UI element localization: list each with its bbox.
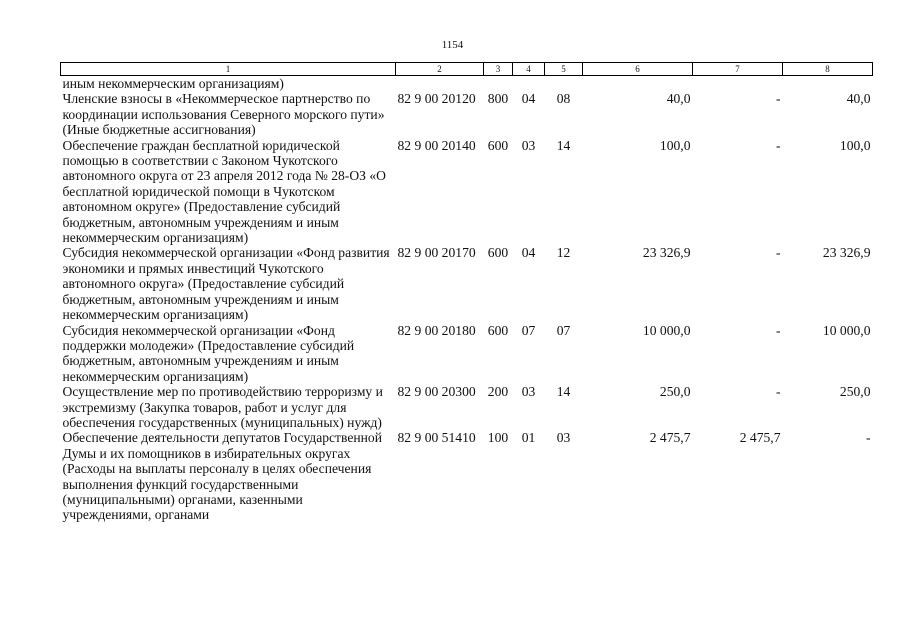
section-code: 03 (521, 384, 536, 400)
subsection-code: 14 (556, 384, 571, 400)
column-header: 4 (513, 63, 545, 76)
expense-name: Осуществление мер по противодействию терроризму и экстремизму (Закупка товаров, работ и услуг для обеспечения государственных (муниципальных) нужд) (62, 384, 383, 430)
amount-district: 250,0 (839, 384, 871, 400)
target-article-code: 82 9 00 20300 (397, 384, 476, 400)
amount-federal: - (775, 137, 781, 153)
table-row (61, 245, 873, 322)
expense-name: Членские взносы в «Некоммерческое партнерство по координации использования Северного морского пути» (Иные бюджетные ассигнования) (62, 91, 385, 138)
table-row (61, 323, 873, 385)
table-row (61, 430, 873, 522)
expense-name: иным некоммерческим организациям) (62, 76, 284, 91)
column-header: 6 (583, 63, 693, 76)
column-header: 3 (484, 63, 513, 76)
expense-name: Обеспечение граждан бесплатной юридической помощью в соответствии с Законом Чукотского автономного округа от 23 апреля 2012 года № 28-ОЗ «О бесплатной юридической помощи в Чукотском автономном округе» (Предоставление субсидий бюджетным, автономным учреждениям и иным некоммерческим организациям) (62, 137, 386, 246)
subsection-code: 03 (556, 430, 571, 446)
subsection-code: 12 (556, 245, 571, 261)
column-header: 2 (396, 63, 484, 76)
expense-type-code: 600 (487, 245, 509, 261)
target-article-code: 82 9 00 20170 (397, 245, 476, 261)
table-header (61, 63, 873, 76)
amount-total: 40,0 (666, 91, 691, 107)
target-article-code: 82 9 00 51410 (397, 430, 476, 446)
expense-type-code: 600 (487, 137, 509, 153)
column-header: 7 (693, 63, 783, 76)
expense-name: Обеспечение деятельности депутатов Государственной Думы и их помощников в избирательных округах (Расходы на выплаты персоналу в целях обеспечения выполнения функций государственными (муниципальными) органами, казенными учреждениями, органами (62, 430, 382, 523)
amount-district: - (865, 430, 871, 446)
column-number-row (61, 63, 873, 76)
amount-district: 10 000,0 (822, 322, 871, 338)
subsection-code: 14 (556, 137, 571, 153)
table-row (61, 91, 873, 137)
amount-federal: - (775, 245, 781, 261)
expense-name: Субсидия некоммерческой организации «Фонд поддержки молодежи» (Предоставление субсидий бюджетным, автономным учреждениям и иным некоммерческим организациям) (62, 322, 355, 384)
column-header: 5 (545, 63, 583, 76)
amount-total: 250,0 (659, 384, 691, 400)
expense-type-code: 100 (487, 430, 509, 446)
column-header: 1 (61, 63, 396, 76)
section-code: 07 (521, 322, 536, 338)
section-code: 03 (521, 137, 536, 153)
subsection-code: 07 (556, 322, 571, 338)
target-article-code: 82 9 00 20120 (397, 91, 476, 107)
amount-district: 23 326,9 (822, 245, 871, 261)
expense-name: Субсидия некоммерческой организации «Фонд развития экономики и прямых инвестиций Чукотского автономного округа» (Предоставление субсидий бюджетным, автономным учреждениям и иным некоммерческим организациям) (62, 245, 390, 323)
expense-type-code: 600 (487, 322, 509, 338)
section-code: 04 (521, 245, 536, 261)
expense-type-code: 800 (487, 91, 509, 107)
amount-total: 10 000,0 (642, 322, 691, 338)
amount-federal: - (775, 384, 781, 400)
subsection-code: 08 (556, 91, 571, 107)
amount-federal: - (775, 322, 781, 338)
table-row (61, 384, 873, 430)
table-row-continuation (61, 76, 873, 92)
table-row (61, 138, 873, 246)
amount-district: 100,0 (839, 137, 871, 153)
section-code: 04 (521, 91, 536, 107)
target-article-code: 82 9 00 20180 (397, 322, 476, 338)
expense-type-code: 200 (487, 384, 509, 400)
amount-federal: - (775, 91, 781, 107)
amount-district: 40,0 (846, 91, 871, 107)
target-article-code: 82 9 00 20140 (397, 137, 476, 153)
section-code: 01 (521, 430, 536, 446)
amount-total: 2 475,7 (649, 430, 691, 446)
table-body (61, 76, 873, 523)
amount-total: 23 326,9 (642, 245, 691, 261)
budget-table (60, 62, 873, 523)
page-number: 1154 (441, 39, 464, 51)
column-header: 8 (783, 63, 873, 76)
amount-federal: 2 475,7 (739, 430, 781, 446)
amount-total: 100,0 (659, 137, 691, 153)
